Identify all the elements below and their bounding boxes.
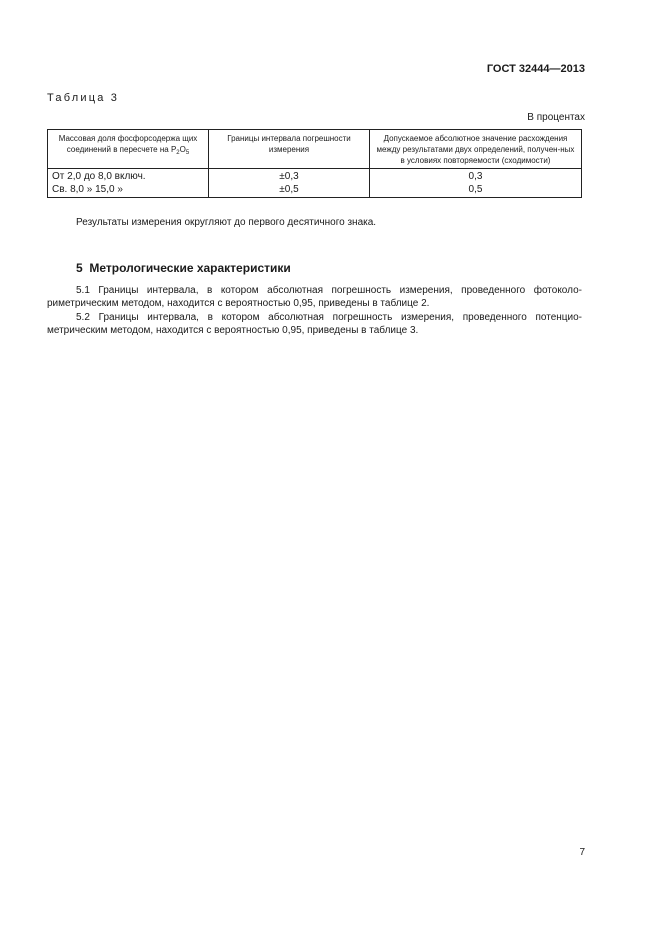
table-caption: Таблица 3: [47, 92, 120, 104]
rounding-note: Результаты измерения округляют до первого десятичного знака.: [76, 217, 377, 228]
section-heading: [76, 261, 291, 275]
document-code: ГОСТ 32444—2013: [486, 63, 585, 75]
cell-range: Св. 8,0 » 15,0 »: [48, 182, 209, 198]
section-title: Метрологические характеристики: [89, 261, 291, 275]
results-table: [47, 129, 582, 198]
cell-error: ±0,5: [209, 182, 370, 198]
paragraph-5-1: 5.1 Границы интервала, в котором абсолютная погрешность измерения, проведенного фотоколо-риметрическим методом, находится с вероятностью 0,95, приведены в таблице 2.: [47, 285, 582, 309]
column-header-error-bounds: Границы интервала погрешности измерения: [209, 130, 370, 169]
cell-repeatability: 0,5: [370, 182, 582, 198]
table-units-note: В процентах: [527, 112, 585, 123]
paragraph-5-2: 5.2 Границы интервала, в котором абсолютная погрешность измерения, проведенного потенцио-метрическим методом, находится с вероятностью 0,95, приведены в таблице 3.: [47, 312, 582, 336]
table-row: [48, 182, 582, 198]
cell-range: От 2,0 до 8,0 включ.: [48, 169, 209, 183]
table-header-row: [48, 130, 582, 169]
column-header-repeatability: Допускаемое абсолютное значение расхождения между результатами двух определений, получен-ных в условиях повторяемости (сходимости): [370, 130, 582, 169]
page-number: 7: [579, 847, 585, 858]
section-number: 5: [76, 261, 83, 275]
column-header-mass-fraction: Массовая доля фосфорсодержа щих соединений в пересчете на $P_2O_5$: [48, 130, 209, 169]
cell-repeatability: 0,3: [370, 169, 582, 183]
table-row: [48, 169, 582, 183]
cell-error: ±0,3: [209, 169, 370, 183]
